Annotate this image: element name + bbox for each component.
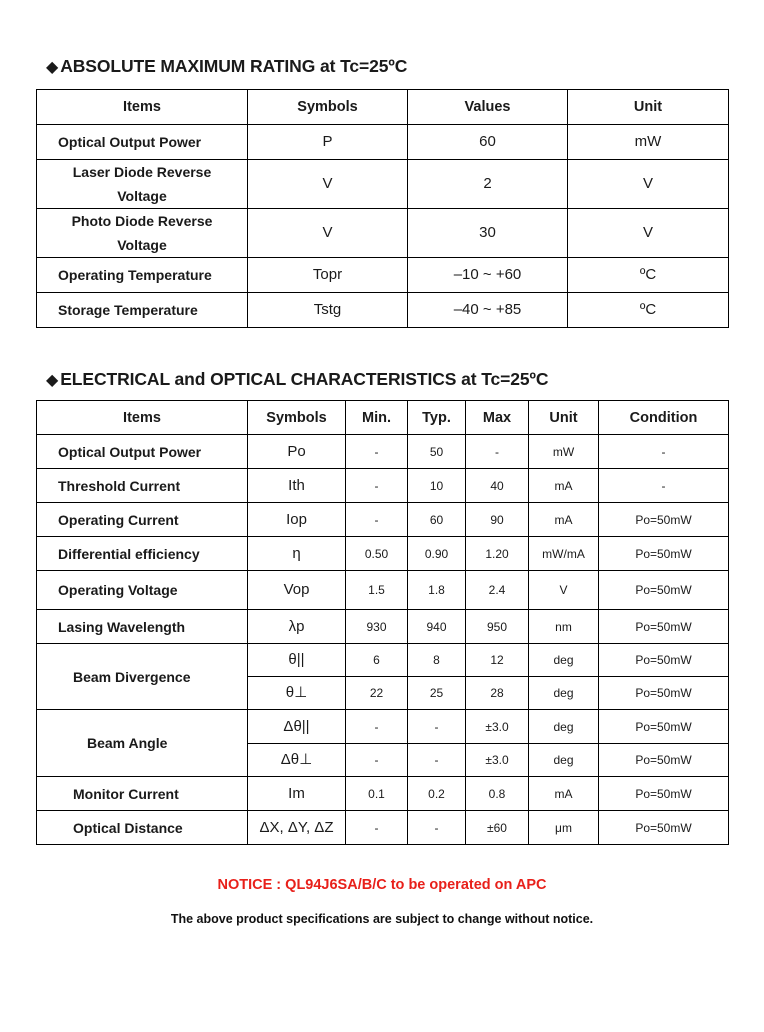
table-row [37, 435, 729, 469]
table-row [37, 610, 729, 644]
row-item: Beam Divergence [37, 644, 248, 710]
row-item: Optical Output Power [37, 435, 248, 469]
row-item [37, 160, 248, 209]
row-min: - [346, 469, 408, 503]
row-condition: Po=50mW [599, 571, 729, 610]
row-max: 2.4 [466, 571, 529, 610]
row-unit: V [568, 209, 729, 258]
row-condition: Po=50mW [599, 677, 729, 710]
row-typ: 60 [408, 503, 466, 537]
header-condition: Condition [599, 401, 729, 435]
row-max: ±3.0 [466, 744, 529, 777]
row-unit: V [568, 160, 729, 209]
row-symbol: Tstg [248, 293, 408, 328]
header-items: Items [37, 90, 248, 125]
row-condition: Po=50mW [599, 777, 729, 811]
row-item: Beam Angle [37, 710, 248, 777]
section-title-electrical-optical [46, 369, 548, 390]
row-symbol: θ⊥ [248, 677, 346, 710]
row-item-line2: Voltage [117, 237, 167, 253]
row-unit: nm [529, 610, 599, 644]
row-unit: deg [529, 644, 599, 677]
row-min: - [346, 503, 408, 537]
header-symbols: Symbols [248, 90, 408, 125]
row-min: - [346, 710, 408, 744]
row-max: 40 [466, 469, 529, 503]
table-row [37, 710, 729, 744]
row-typ: 0.90 [408, 537, 466, 571]
row-min: 6 [346, 644, 408, 677]
table-row [37, 258, 729, 293]
row-unit: ºC [568, 258, 729, 293]
row-condition: Po=50mW [599, 610, 729, 644]
spec-disclaimer: The above product specifications are subject to change without notice. [170, 912, 594, 926]
row-item: Threshold Current [37, 469, 248, 503]
apc-notice: NOTICE : QL94J6SA/B/C to be operated on APC [217, 877, 547, 893]
row-item: Monitor Current [37, 777, 248, 811]
row-item: Operating Voltage [37, 571, 248, 610]
row-typ: 10 [408, 469, 466, 503]
table-row [37, 125, 729, 160]
row-item: Operating Temperature [37, 258, 248, 293]
row-min: 0.50 [346, 537, 408, 571]
row-condition: Po=50mW [599, 644, 729, 677]
row-typ: 8 [408, 644, 466, 677]
row-max: 950 [466, 610, 529, 644]
row-typ: 50 [408, 435, 466, 469]
row-max: 90 [466, 503, 529, 537]
row-symbol: Po [248, 435, 346, 469]
row-condition: Po=50mW [599, 744, 729, 777]
row-symbol: η [248, 537, 346, 571]
row-value: –10 ~ +60 [408, 258, 568, 293]
diamond-bullet-icon: ◆ [46, 372, 59, 389]
row-unit: mW [568, 125, 729, 160]
row-condition: - [599, 469, 729, 503]
row-item-line1: Laser Diode Reverse [72, 164, 212, 180]
row-unit: V [529, 571, 599, 610]
row-typ: - [408, 811, 466, 845]
row-unit: μm [529, 811, 599, 845]
row-symbol: λp [248, 610, 346, 644]
row-symbol: Δθ⊥ [248, 744, 346, 777]
row-item: Optical Output Power [37, 125, 248, 160]
row-value: 60 [408, 125, 568, 160]
row-symbol: ΔX, ΔY, ΔZ [248, 811, 346, 845]
row-item: Differential efficiency [37, 537, 248, 571]
row-item-line1: Photo Diode Reverse [71, 213, 213, 229]
row-item: Lasing Wavelength [37, 610, 248, 644]
absolute-max-rating-table [36, 89, 729, 328]
row-value: –40 ~ +85 [408, 293, 568, 328]
row-value: 2 [408, 160, 568, 209]
row-unit: mW [529, 435, 599, 469]
row-item: Operating Current [37, 503, 248, 537]
row-max: 0.8 [466, 777, 529, 811]
row-unit: mA [529, 777, 599, 811]
row-symbol: θ|| [248, 644, 346, 677]
header-unit: Unit [568, 90, 729, 125]
row-min: - [346, 435, 408, 469]
row-item: Optical Distance [37, 811, 248, 845]
header-values: Values [408, 90, 568, 125]
row-min: 1.5 [346, 571, 408, 610]
header-unit: Unit [529, 401, 599, 435]
row-min: 930 [346, 610, 408, 644]
row-max: - [466, 435, 529, 469]
row-symbol: Iop [248, 503, 346, 537]
table-row [37, 503, 729, 537]
row-typ: 1.8 [408, 571, 466, 610]
row-typ: 940 [408, 610, 466, 644]
row-unit: mA [529, 503, 599, 537]
row-max: 28 [466, 677, 529, 710]
electrical-optical-table [36, 400, 729, 845]
row-max: 12 [466, 644, 529, 677]
row-typ: - [408, 710, 466, 744]
row-symbol: Ith [248, 469, 346, 503]
row-symbol: V [248, 209, 408, 258]
row-symbol: Im [248, 777, 346, 811]
row-min: - [346, 744, 408, 777]
row-symbol: Vop [248, 571, 346, 610]
row-unit: mA [529, 469, 599, 503]
table-row [37, 293, 729, 328]
row-unit: mW/mA [529, 537, 599, 571]
table-row [37, 644, 729, 677]
row-value: 30 [408, 209, 568, 258]
row-unit: deg [529, 744, 599, 777]
header-typ: Typ. [408, 401, 466, 435]
row-typ: 25 [408, 677, 466, 710]
header-items: Items [37, 401, 248, 435]
table-row [37, 571, 729, 610]
diamond-bullet-icon: ◆ [46, 59, 59, 76]
row-max: ±60 [466, 811, 529, 845]
row-unit: deg [529, 710, 599, 744]
table-row [37, 811, 729, 845]
row-min: - [346, 811, 408, 845]
row-max: 1.20 [466, 537, 529, 571]
table-row [37, 160, 729, 209]
header-min: Min. [346, 401, 408, 435]
row-condition: Po=50mW [599, 710, 729, 744]
table-row [37, 209, 729, 258]
section-title-text: ABSOLUTE MAXIMUM RATING at Tc=25ºC [60, 56, 408, 76]
table-row [37, 777, 729, 811]
table-row [37, 469, 729, 503]
section-title-absolute-max [46, 56, 407, 77]
row-condition: Po=50mW [599, 503, 729, 537]
row-symbol: Δθ|| [248, 710, 346, 744]
row-symbol: Topr [248, 258, 408, 293]
row-unit: ºC [568, 293, 729, 328]
row-max: ±3.0 [466, 710, 529, 744]
row-typ: 0.2 [408, 777, 466, 811]
table-header-row [37, 90, 729, 125]
row-condition: Po=50mW [599, 811, 729, 845]
table-row [37, 537, 729, 571]
row-typ: - [408, 744, 466, 777]
row-item-line2: Voltage [117, 188, 167, 204]
row-condition: Po=50mW [599, 537, 729, 571]
row-symbol: P [248, 125, 408, 160]
row-min: 22 [346, 677, 408, 710]
header-symbols: Symbols [248, 401, 346, 435]
table-header-row [37, 401, 729, 435]
row-item: Storage Temperature [37, 293, 248, 328]
header-max: Max [466, 401, 529, 435]
row-symbol: V [248, 160, 408, 209]
row-condition: - [599, 435, 729, 469]
section-title-text: ELECTRICAL and OPTICAL CHARACTERISTICS at Tc=25ºC [60, 369, 549, 389]
row-min: 0.1 [346, 777, 408, 811]
row-item [37, 209, 248, 258]
row-unit: deg [529, 677, 599, 710]
